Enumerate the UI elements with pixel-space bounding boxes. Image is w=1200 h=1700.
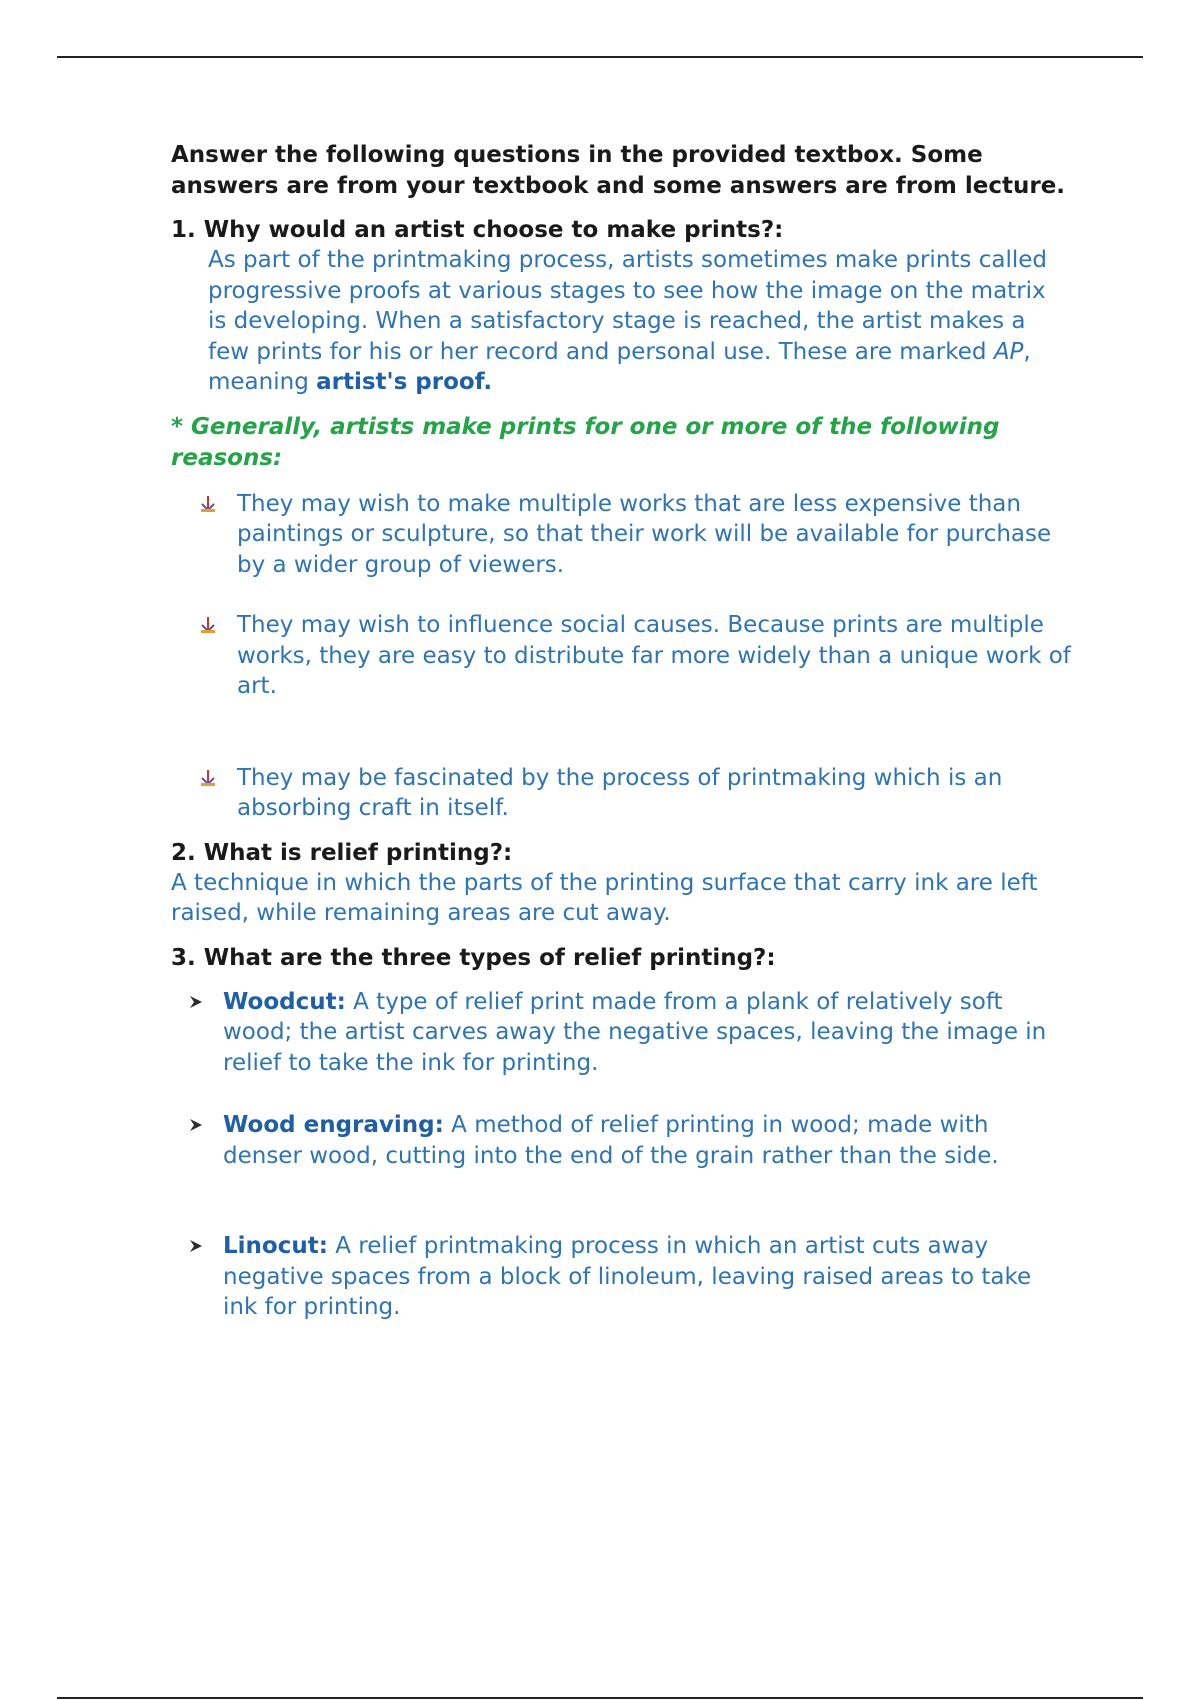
type-text: A relief printmaking process in which an artist cuts away negative spaces from a block of linoleum, leaving raised areas to take ink for printing. bbox=[223, 1233, 1032, 1320]
list-item bbox=[171, 763, 1071, 824]
answer-1-text-2: , meaning bbox=[208, 338, 1031, 395]
answer-1-artists-proof: artist's proof. bbox=[316, 369, 493, 395]
question-2: 2. What is relief printing?: bbox=[171, 839, 513, 866]
relief-types-list bbox=[171, 987, 1071, 1323]
document-body bbox=[171, 140, 1071, 1323]
type-term: Woodcut: bbox=[223, 988, 346, 1015]
bottom-rule bbox=[57, 1697, 1143, 1699]
type-term: Wood engraving: bbox=[223, 1112, 444, 1138]
pushpin-bullet-icon bbox=[199, 768, 217, 788]
type-text: A method of relief printing in wood; made with denser wood, cutting into the end of the grain rather than the side. bbox=[223, 1112, 999, 1169]
reasons-list bbox=[171, 489, 1071, 824]
answer-1-ap: AP bbox=[993, 338, 1024, 365]
question-1: 1. Why would an artist choose to make prints?: bbox=[171, 217, 784, 243]
pushpin-bullet-icon bbox=[199, 615, 217, 635]
reasons-heading: * Generally, artists make prints for one or more of the following reasons: bbox=[171, 413, 1000, 471]
pushpin-bullet-icon bbox=[199, 494, 217, 514]
arrowhead-bullet-icon bbox=[187, 1116, 205, 1134]
answer-1-text: As part of the printmaking process, artists sometimes make prints called progressive proofs at various stages to see how the image on the matrix is developing. When a satisfactory stage is reached, the artist makes a few prints for his or her record and personal use. These are marked bbox=[208, 247, 1047, 365]
list-item bbox=[171, 489, 1071, 581]
instructions: Answer the following questions in the provided textbox. Some answers are from your textbook and some answers are from lecture. bbox=[171, 142, 1066, 199]
arrowhead-bullet-icon bbox=[187, 1237, 205, 1255]
list-item bbox=[171, 1231, 1071, 1323]
arrowhead-bullet-icon bbox=[187, 993, 205, 1011]
answer-1 bbox=[171, 245, 1071, 398]
reason-text: They may wish to make multiple works that are less expensive than paintings or sculpture, so that their work will be available for purchase by a wider group of viewers. bbox=[237, 490, 1052, 578]
top-rule bbox=[57, 56, 1143, 58]
question-3: 3. What are the three types of relief printing?: bbox=[171, 944, 776, 971]
list-item bbox=[171, 610, 1071, 702]
type-term: Linocut: bbox=[223, 1233, 328, 1259]
reason-text: They may be fascinated by the process of printmaking which is an absorbing craft in itself. bbox=[237, 764, 1003, 821]
list-item bbox=[171, 987, 1071, 1079]
answer-2: A technique in which the parts of the printing surface that carry ink are left raised, while remaining areas are cut away. bbox=[171, 869, 1038, 926]
reason-text: They may wish to influence social causes. Because prints are multiple works, they are easy to distribute far more widely than a unique work of art. bbox=[237, 612, 1071, 699]
type-text: A type of relief print made from a plank of relatively soft wood; the artist carves away the negative spaces, leaving the image in relief to take the ink for printing. bbox=[223, 988, 1047, 1076]
list-item bbox=[171, 1110, 1071, 1171]
